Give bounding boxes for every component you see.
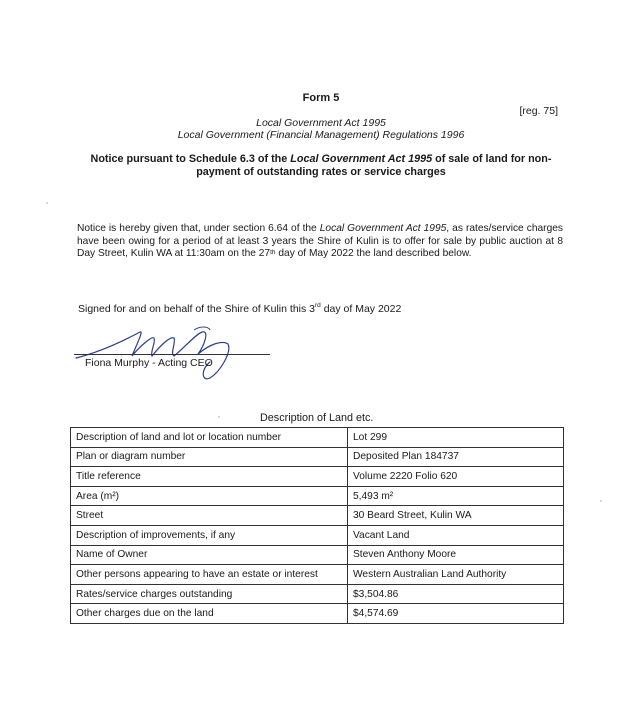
row-label: Street — [71, 506, 348, 526]
scan-speck — [600, 500, 602, 502]
row-value: 5,493 m² — [348, 486, 564, 506]
table-row — [71, 447, 564, 467]
notice-ordinal: th — [270, 249, 276, 257]
notice-text-2: , as rates/service charges have been owing for a period of at least 3 years the Shire of Kulin is to offer for sale by public auction at 8 Day Street, Kulin WA at 11:30am on the 27 — [77, 223, 563, 260]
row-label: Description of improvements, if any — [71, 525, 348, 545]
signed-statement — [78, 303, 401, 315]
row-label: Rates/service charges outstanding — [71, 584, 348, 604]
row-label: Title reference — [71, 467, 348, 487]
row-value: Lot 299 — [348, 428, 564, 448]
row-value: Volume 2220 Folio 620 — [348, 467, 564, 487]
table-row — [71, 428, 564, 448]
row-label: Other charges due on the land — [71, 604, 348, 624]
scan-speck — [218, 416, 220, 418]
notice-text-1: Notice is hereby given that, under section 6.64 of the — [77, 223, 320, 234]
signed-text-2: day of May 2022 — [320, 303, 402, 315]
notice-paragraph — [77, 223, 563, 261]
act-title: Local Government Act 1995 — [256, 117, 386, 129]
row-value: $3,504.86 — [348, 584, 564, 604]
notice-heading — [82, 153, 560, 179]
regulations-title: Local Government (Financial Management) Regulations 1996 — [177, 129, 465, 141]
row-value: Steven Anthony Moore — [348, 545, 564, 565]
land-table — [70, 427, 564, 624]
signed-ordinal: rd — [315, 302, 321, 309]
signature-line — [74, 354, 270, 355]
heading-act: Local Government Act 1995 — [290, 153, 433, 165]
signature-scribble — [70, 322, 250, 382]
table-row — [71, 565, 564, 585]
signatory-name: Fiona Murphy - Acting CEO — [85, 357, 213, 369]
row-label: Description of land and lot or location number — [71, 428, 348, 448]
table-row — [71, 467, 564, 487]
table-row — [71, 486, 564, 506]
row-value: Deposited Plan 184737 — [348, 447, 564, 467]
heading-text-2: of sale of land for non-payment of outstanding rates or service charges — [196, 153, 552, 178]
table-caption: Description of Land etc. — [260, 412, 374, 424]
table-row — [71, 506, 564, 526]
table-row — [71, 584, 564, 604]
row-label: Plan or diagram number — [71, 447, 348, 467]
table-row — [71, 525, 564, 545]
row-label: Other persons appearing to have an estate or interest — [71, 565, 348, 585]
form-title: Form 5 — [302, 92, 340, 104]
table-row — [71, 604, 564, 624]
notice-act: Local Government Act 1995 — [319, 223, 447, 234]
row-value: Vacant Land — [348, 525, 564, 545]
row-value: Western Australian Land Authority — [348, 565, 564, 585]
notice-text-3: day of May 2022 the land described below. — [275, 248, 472, 260]
row-value: 30 Beard Street, Kulin WA — [348, 506, 564, 526]
row-value: $4,574.69 — [348, 604, 564, 624]
signed-text-1: Signed for and on behalf of the Shire of Kulin this 3 — [78, 303, 315, 315]
regulation-reference: [reg. 75] — [519, 105, 558, 117]
table-row — [71, 545, 564, 565]
row-label: Area (m²) — [71, 486, 348, 506]
heading-text-1: Notice pursuant to Schedule 6.3 of the — [90, 153, 291, 165]
row-label: Name of Owner — [71, 545, 348, 565]
scan-speck — [46, 202, 48, 204]
